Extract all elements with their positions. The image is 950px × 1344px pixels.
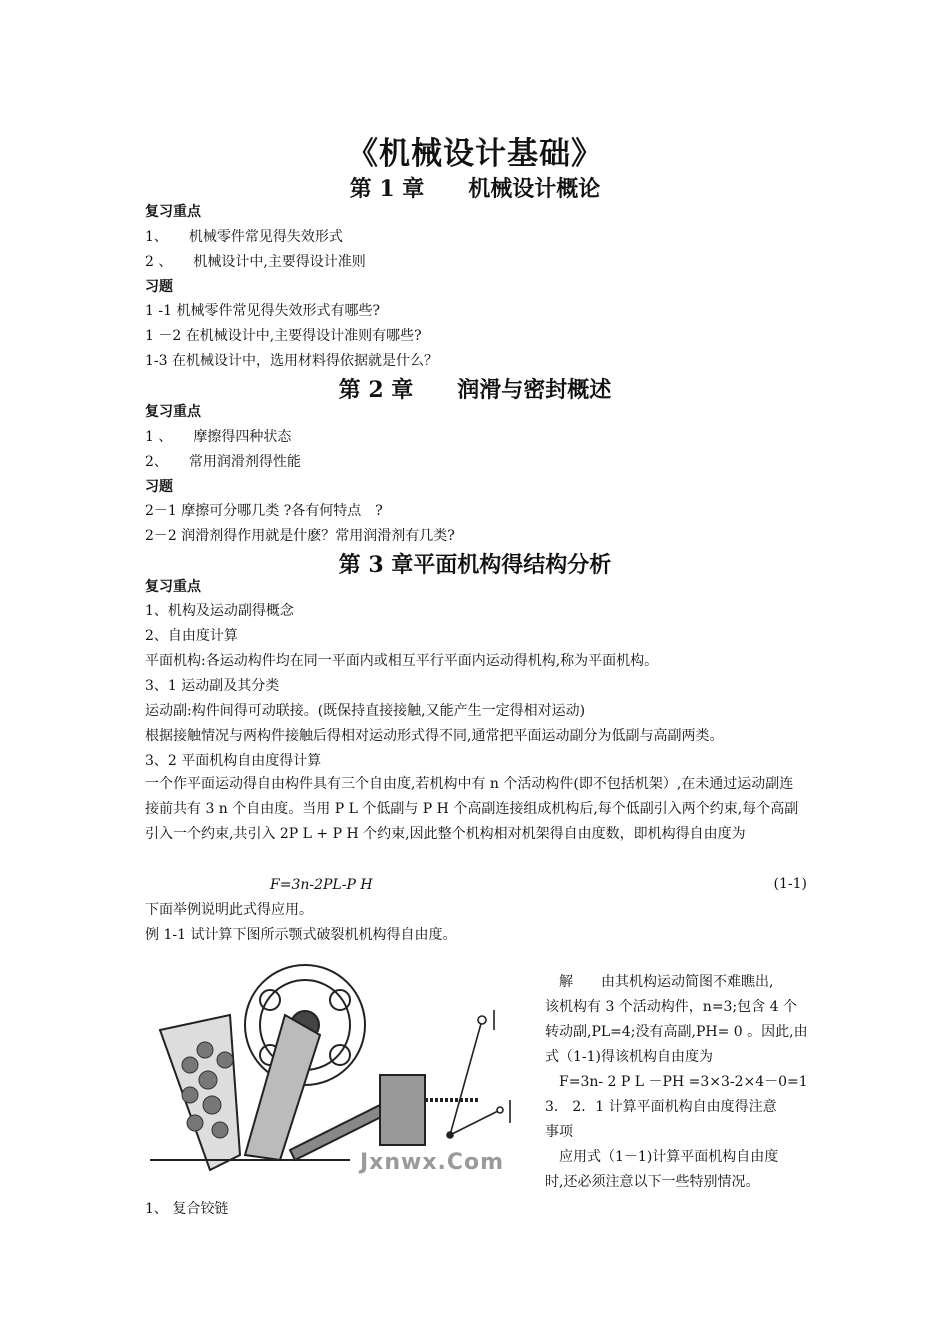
ch1-exercise-label: 习题 xyxy=(145,279,173,295)
ch3-line: 根据接触情况与两构件接触后得相对运动形式得不同,通常把平面运动副分为低副与高副两类。 xyxy=(145,728,724,744)
solution-line: 应用式（1－1)计算平面机构自由度 xyxy=(545,1149,779,1165)
ch3-line: 平面机构:各运动构件均在同一平面内或相互平行平面内运动得机构,称为平面机构。 xyxy=(145,653,659,669)
ch1-review-item: 2 、 机械设计中,主要得设计准则 xyxy=(145,254,366,270)
document-title: 《机械设计基础》 xyxy=(347,136,603,172)
formula-number: (1-1) xyxy=(773,876,807,892)
solution-line: 解 由其机构运动简图不难瞧出, xyxy=(545,974,774,990)
chapter-2-heading: 第 2 章 润滑与密封概述 xyxy=(338,377,612,403)
formula: F=3n-2PL-P H xyxy=(270,877,373,893)
ch2-review-label: 复习重点 xyxy=(145,404,201,420)
solution-line: 3． 2．1 计算平面机构自由度得注意 xyxy=(545,1099,777,1115)
ch1-review-item: 1、 机械零件常见得失效形式 xyxy=(145,229,343,245)
after-formula-text: 下面举例说明此式得应用。 xyxy=(145,902,313,918)
ch2-exercise-label: 习题 xyxy=(145,479,173,495)
ch2-review-item: 1 、 摩擦得四种状态 xyxy=(145,429,292,445)
chapter-3-heading: 第 3 章平面机构得结构分析 xyxy=(338,552,612,578)
ch3-line: 1、机构及运动副得概念 xyxy=(145,603,294,619)
compound-hinge-heading: 1、 复合铰链 xyxy=(145,1201,229,1217)
ch2-review-item: 2、 常用润滑剂得性能 xyxy=(145,454,301,470)
watermark: Jxnwx.Com xyxy=(360,1150,505,1175)
kinematic-diagram xyxy=(430,1005,530,1145)
ch2-exercise-item: 2－2 润滑剂得作用就是什麽？常用润滑剂有几类? xyxy=(145,528,455,544)
solution-line: F=3n- 2 P L －PH =3×3-2×4－0=1 xyxy=(545,1074,808,1090)
ch1-review-label: 复习重点 xyxy=(145,204,201,220)
example-text: 例 1-1 试计算下图所示颚式破裂机机构得自由度。 xyxy=(145,927,457,943)
solution-line: 时,还必须注意以下一些特别情况。 xyxy=(545,1174,760,1190)
chapter-1-heading: 第 1 章 机械设计概论 xyxy=(349,176,601,202)
fixed-jaw xyxy=(160,1015,240,1170)
ch2-exercise-item: 2－1 摩擦可分哪几类 ?各有何特点 ? xyxy=(145,503,383,519)
ch3-line: 运动副:构件间得可动联接。(既保持直接接触,又能产生一定得相对运动) xyxy=(145,703,586,719)
ch3-line: 3、1 运动副及其分类 xyxy=(145,678,280,694)
ch3-line: 3、2 平面机构自由度得计算 xyxy=(145,753,322,769)
moving-jaw xyxy=(245,1015,320,1160)
solution-text xyxy=(545,970,810,1195)
solution-line: 事项 xyxy=(545,1124,573,1140)
ch1-exercise-item: 1 －2 在机械设计中,主要得设计准则有哪些? xyxy=(145,328,422,344)
ch3-review-label: 复习重点 xyxy=(145,579,201,595)
solution-line: 转动副,PL=4;没有高副,PH= 0 。因此,由 xyxy=(545,1024,808,1040)
ch1-exercise-item: 1 -1 机械零件常见得失效形式有哪些? xyxy=(145,303,380,319)
ch3-paragraph: 一个作平面运动得自由构件具有三个自由度,若机构中有 n 个活动构件(即不包括机架）,在未通过运动副连接前共有 3 n 个自由度。当用 P L 个低副与 P H 个高副连接组成机构后,每个低副引入两个约束,每个高副引入一个约束,共引入 2P L + P H 个约束,因此整个机构相对机架得自由度数，即机构得自由度为 xyxy=(145,776,799,842)
ch1-exercise-item: 1-3 在机械设计中，选用材料得依据就是什么？ xyxy=(145,353,438,369)
ch3-line: 2、自由度计算 xyxy=(145,628,238,644)
solution-line: 式（1-1)得该机构自由度为 xyxy=(545,1049,714,1065)
solution-line: 该机构有 3 个活动构件，n=3;包含 4 个 xyxy=(545,999,797,1015)
